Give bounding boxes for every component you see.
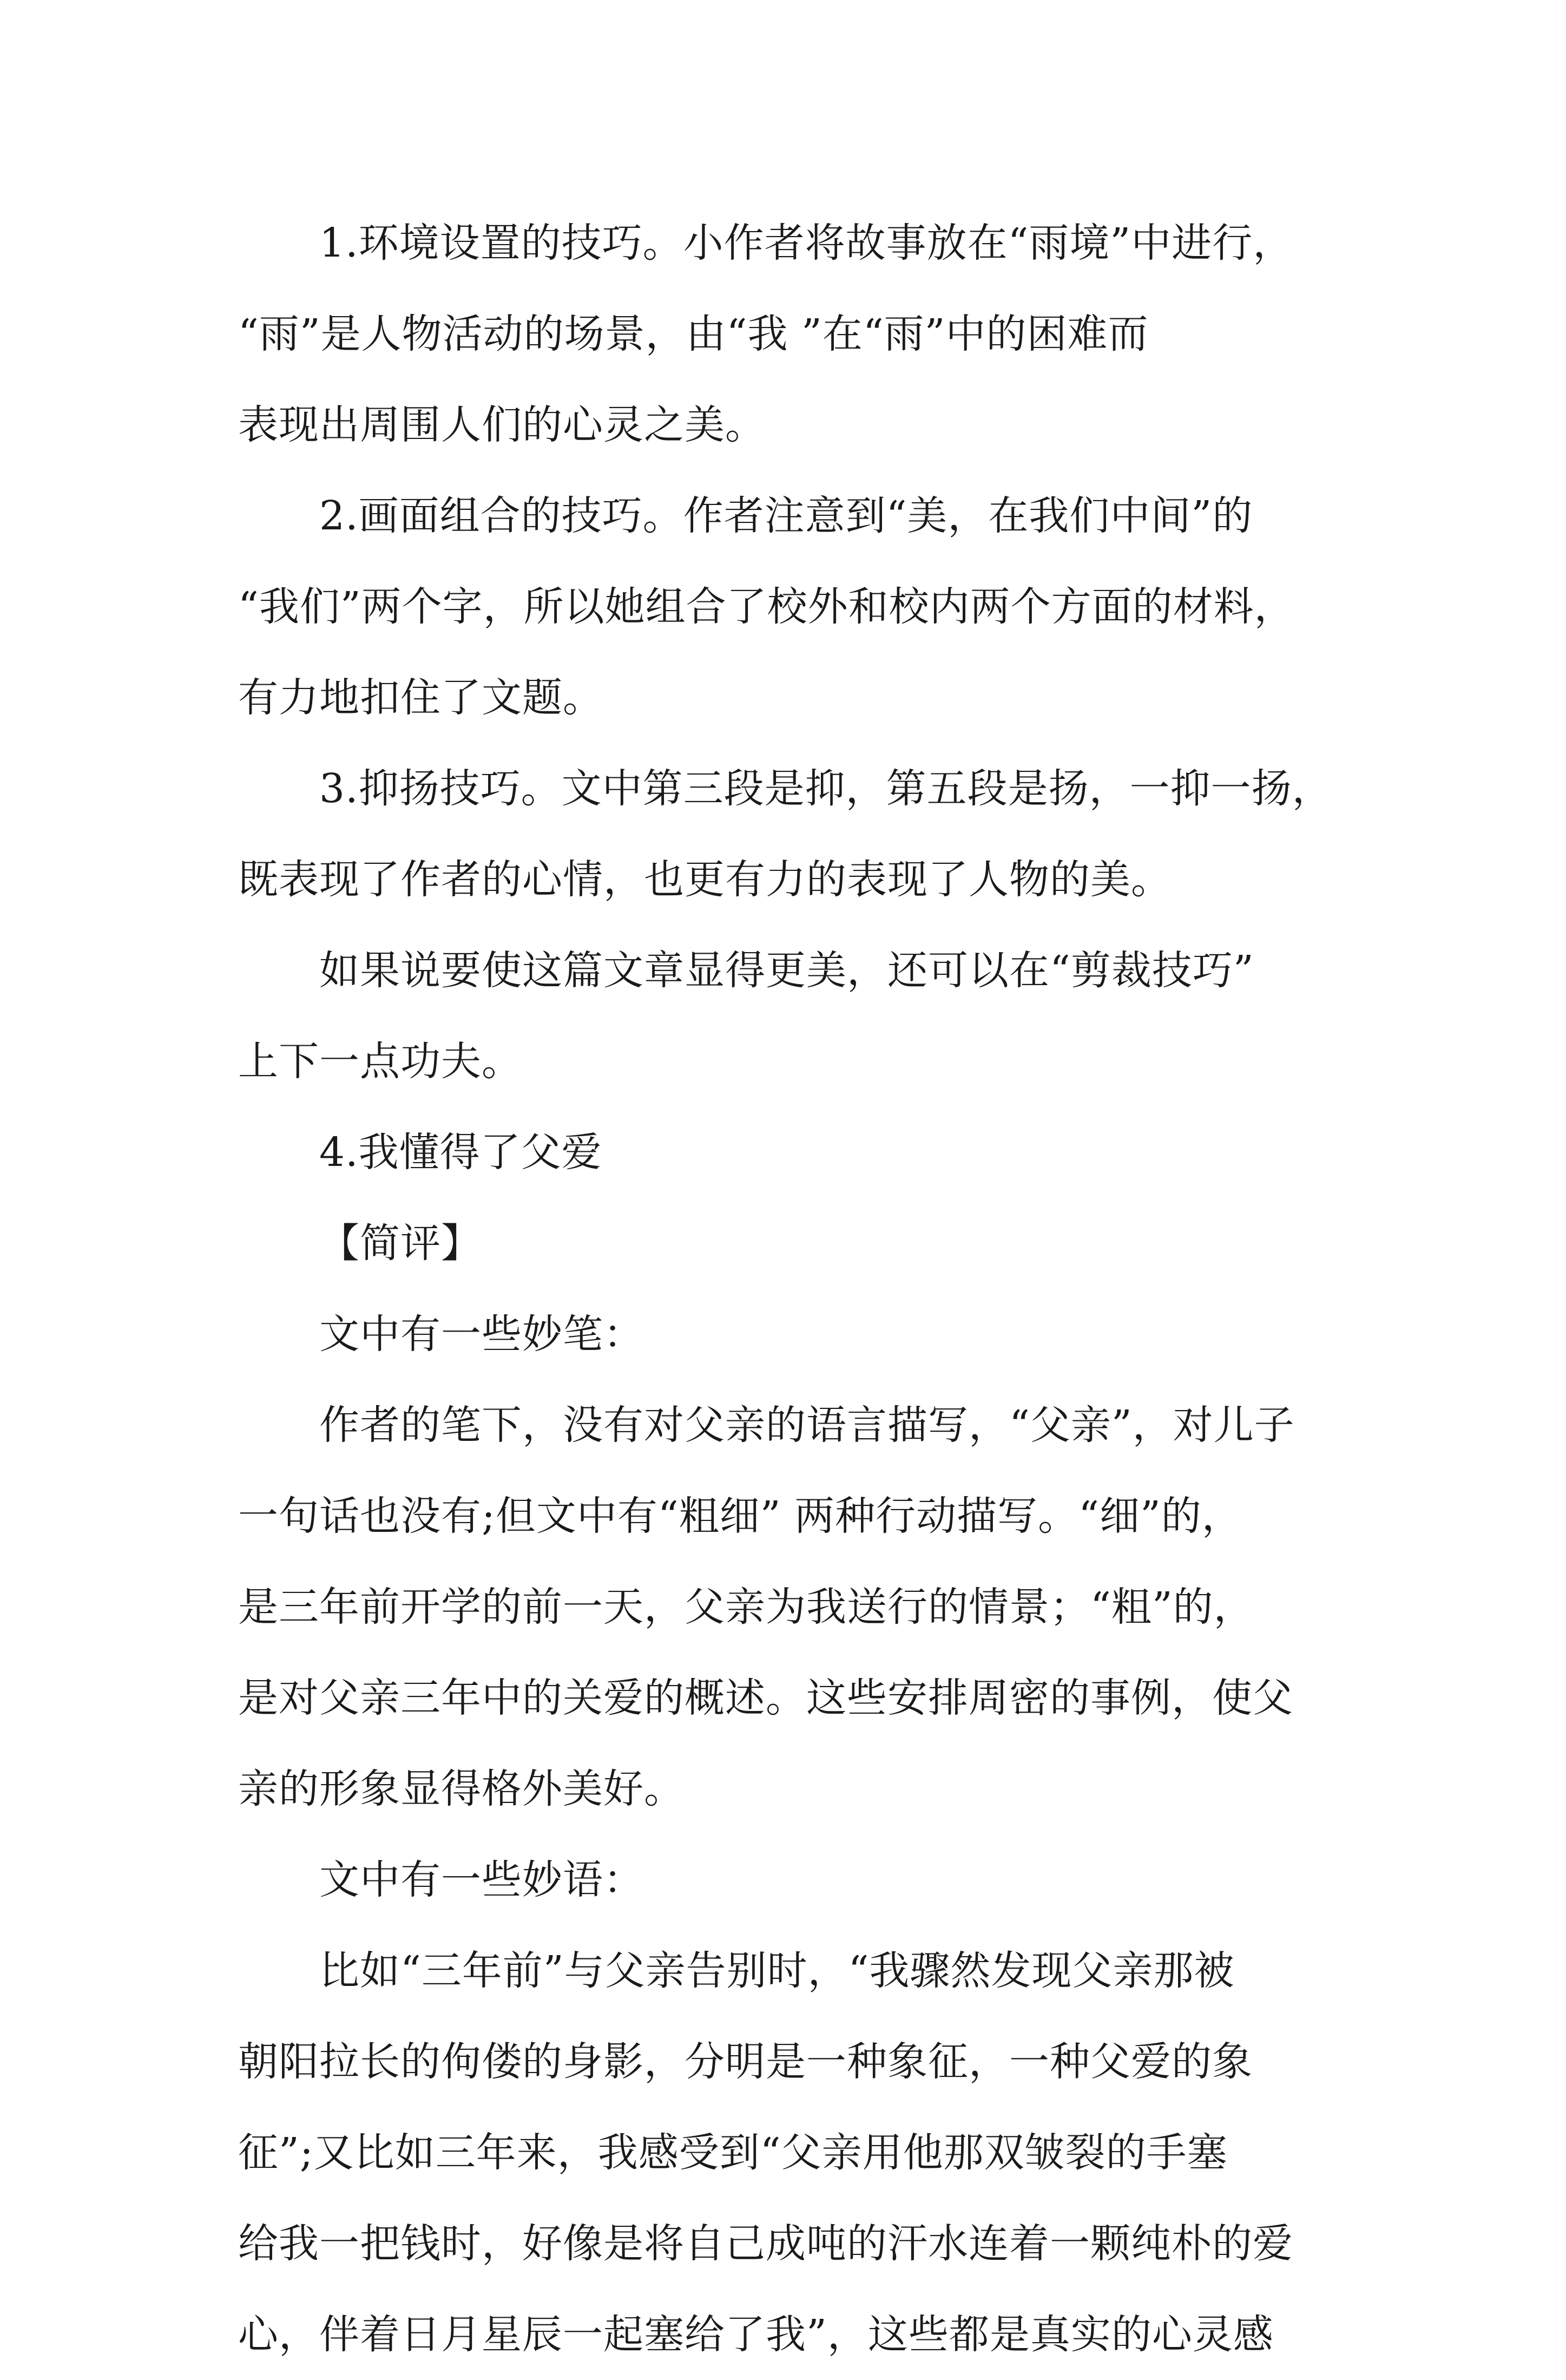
text-line: 是对父亲三年中的关爱的概述。这些安排周密的事例，使父	[238, 1675, 1293, 1721]
document-body	[238, 198, 1337, 2380]
text-line: 2.画面组合的技巧。作者注意到“美，在我们中间”的	[319, 493, 1253, 539]
text-line: 文中有一些妙语：	[319, 1857, 644, 1903]
comment-heading: 【简评】	[319, 1220, 482, 1267]
text-line: 给我一把钱时，好像是将自己成吨的汗水连着一颗纯朴的爱	[238, 2220, 1293, 2267]
text-line: 心，伴着日月星辰一起塞给了我”，这些都是真实的心灵感	[238, 2311, 1274, 2358]
text-line: 朝阳拉长的佝偻的身影，分明是一种象征，一种父爱的象	[238, 2038, 1253, 2085]
text-line: 上下一点功夫。	[238, 1038, 522, 1085]
text-line: 亲的形象显得格外美好。	[238, 1766, 685, 1812]
text-line: 有力地扣住了文题。	[238, 674, 603, 721]
text-line: 比如“三年前”与父亲告别时，“我骤然发现父亲那被	[319, 1948, 1235, 1994]
text-line: 是三年前开学的前一天，父亲为我送行的情景；“粗”的，	[238, 1584, 1254, 1630]
text-line: 1.环境设置的技巧。小作者将故事放在“雨境”中进行，	[319, 220, 1294, 266]
text-line: 如果说要使这篇文章显得更美，还可以在“剪裁技巧”	[319, 947, 1254, 994]
text-line: 作者的笔下，没有对父亲的语言描写，“父亲”，对儿子	[319, 1402, 1295, 1448]
text-line: 表现出周围人们的心灵之美。	[238, 402, 766, 448]
text-line: “雨”是人物活动的场景，由“我 ”在“雨”中的困难而	[238, 311, 1149, 357]
text-line: 征”;又比如三年来，我感受到“父亲用他那双皱裂的手塞	[238, 2129, 1228, 2176]
text-line: “我们”两个字，所以她组合了校外和校内两个方面的材料，	[238, 583, 1295, 630]
text-line: 既表现了作者的心情，也更有力的表现了人物的美。	[238, 856, 1172, 903]
text-line: 3.抑扬技巧。文中第三段是抑，第五段是扬，一抑一扬，	[319, 765, 1333, 812]
text-line: 文中有一些妙笔：	[319, 1311, 644, 1358]
text-line: 一句话也没有;但文中有“粗细” 两种行动描写。“细”的，	[238, 1493, 1242, 1539]
section-heading: 4.我懂得了父爱	[319, 1129, 602, 1176]
